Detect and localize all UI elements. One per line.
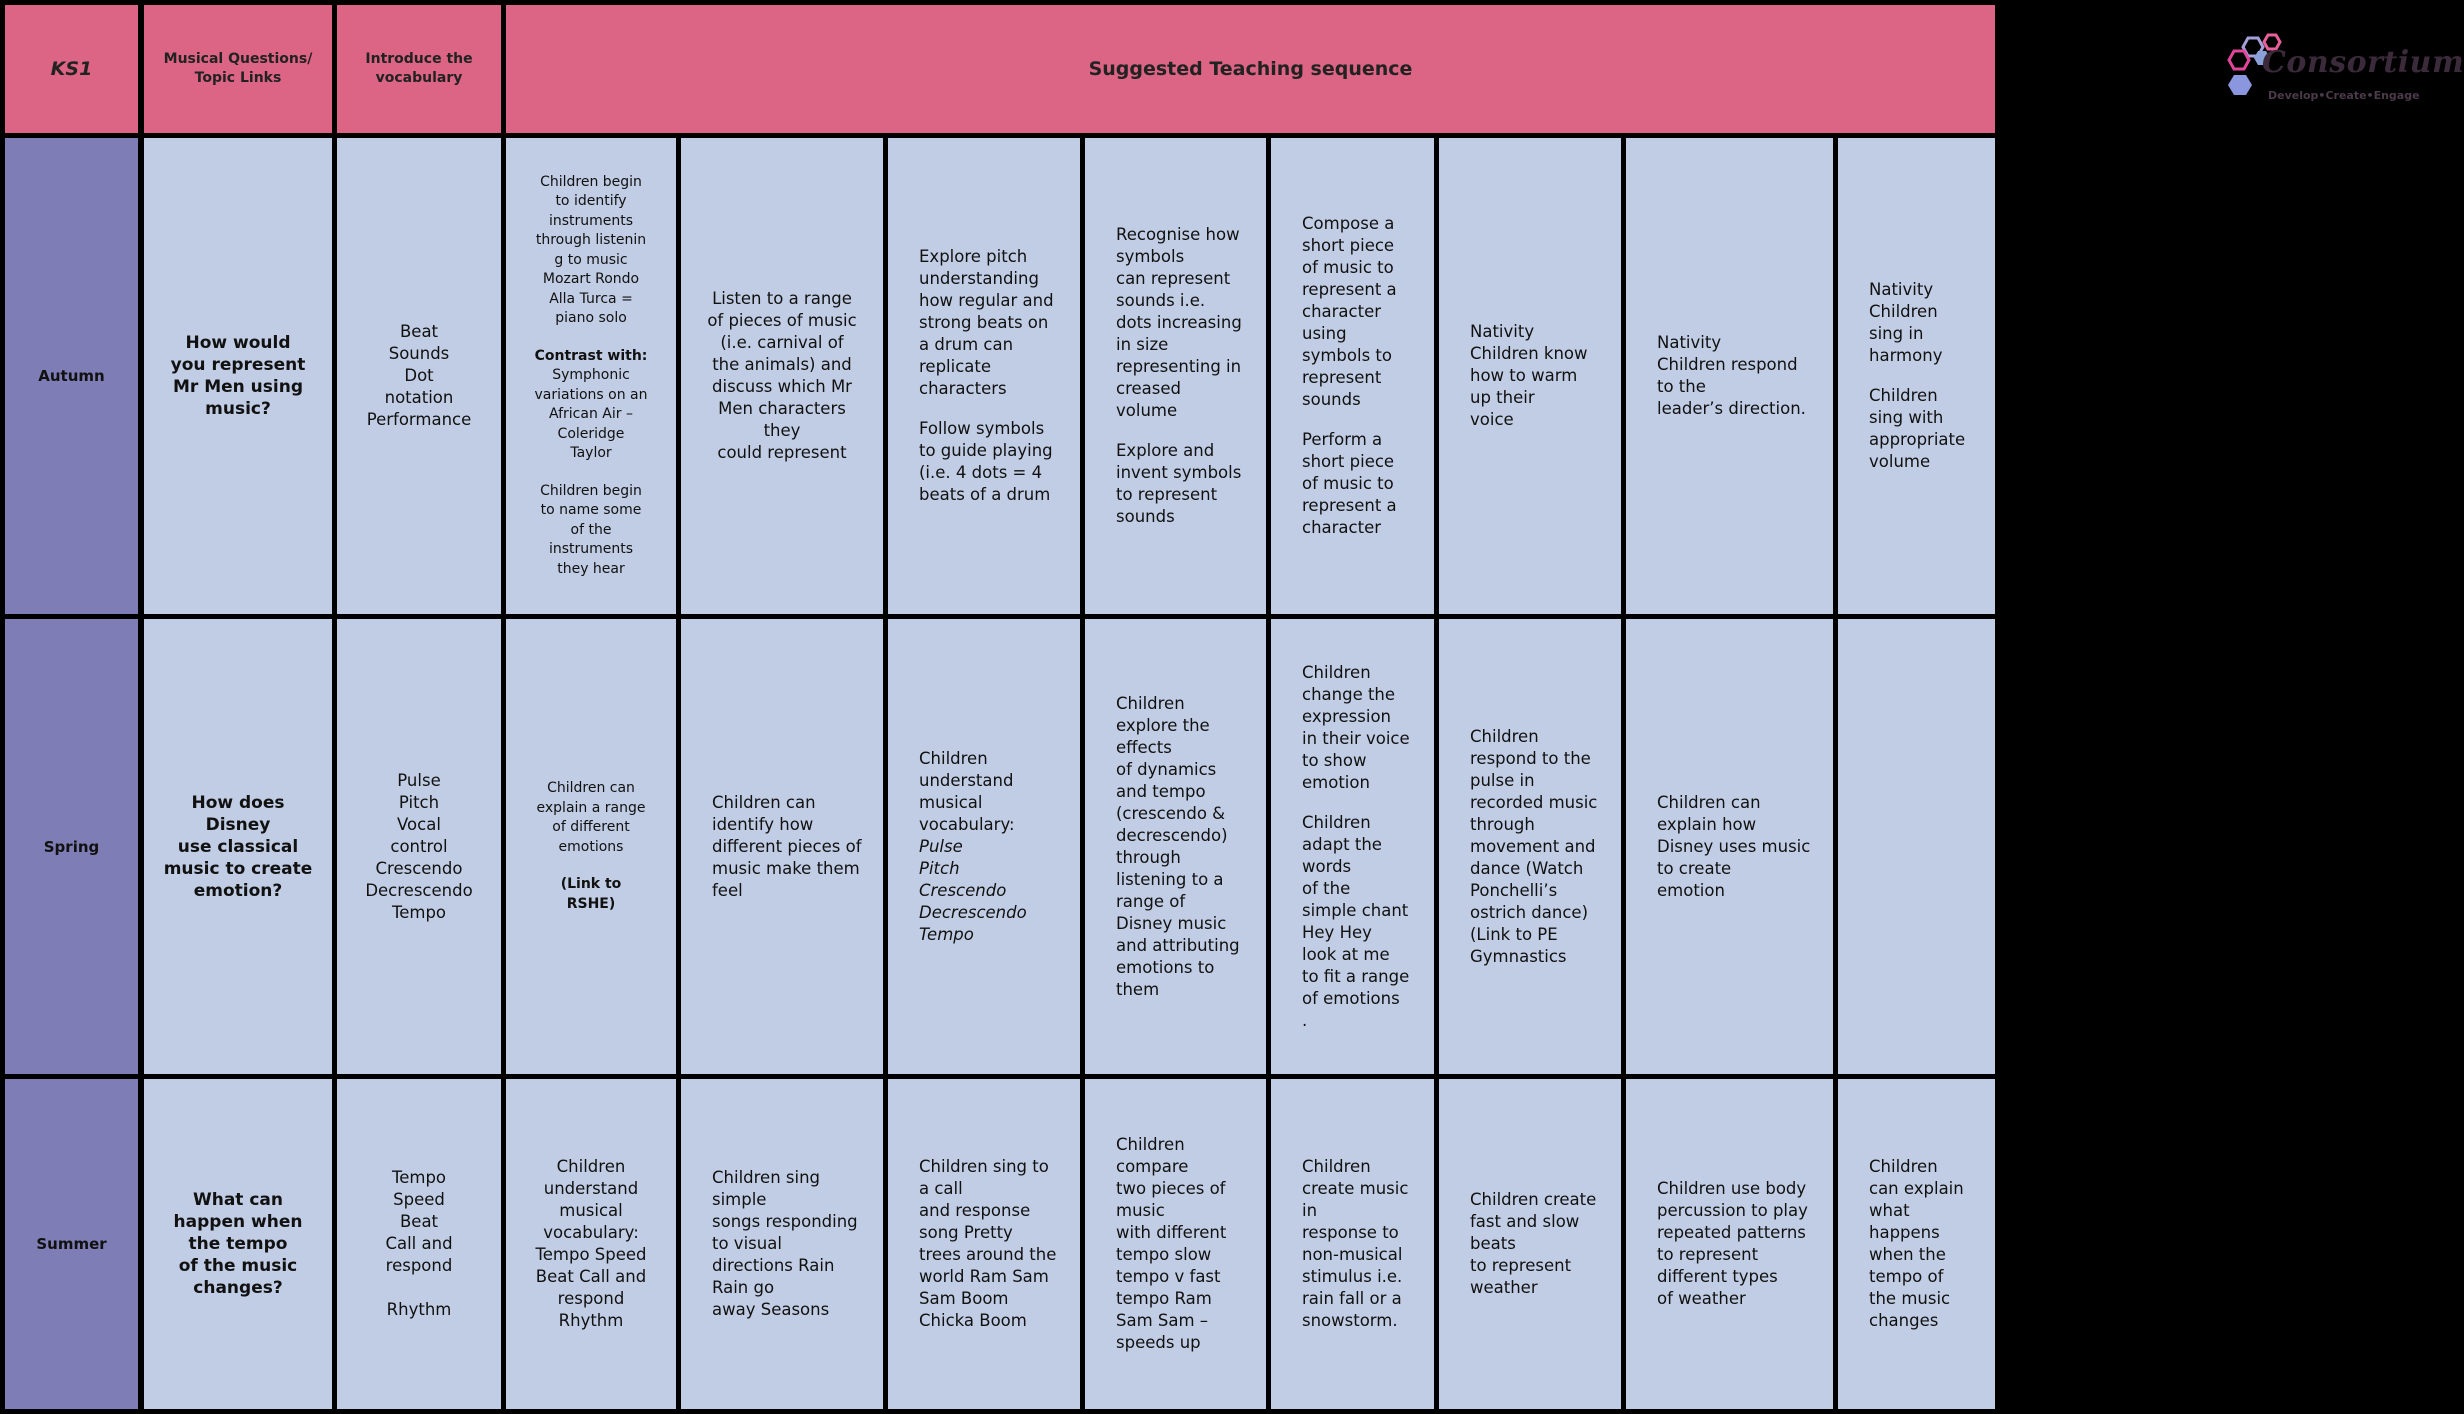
- consortium-logo: [2226, 33, 2464, 113]
- term-autumn: [5, 138, 138, 614]
- term-summer: [5, 1079, 138, 1409]
- seq6-summer: [1439, 1079, 1621, 1409]
- seq-text: Follow symbols to guide playing (i.e. 4 dots = 4 beats of a drum: [919, 419, 1053, 504]
- seq3-summer: [888, 1079, 1080, 1409]
- sequence-header: [506, 5, 2464, 133]
- seq-text: Children adapt the words of the simple chant Hey Hey look at me to fit a range of emotions .: [1302, 812, 1410, 1030]
- seq-text: Explore pitch understanding how regular and strong beats on a drum can replicate characters: [919, 247, 1054, 398]
- ks1-header: [5, 5, 138, 133]
- seq-text: Children sing simple songs responding to visual directions Rain Rain go away Seasons: [712, 1168, 858, 1319]
- seq-text: Listen to a range of pieces of music (i.e. carnival of the animals) and discuss which Mr Men characters they could represent: [707, 289, 857, 462]
- seq-text: Nativity Children know how to warm up their voice: [1470, 322, 1588, 429]
- seq-text: Children explore the effects of dynamics and tempo (crescendo & decrescendo) through listening to a range of Disney music and attributing emotions to them: [1116, 693, 1240, 999]
- seq2-summer: [681, 1079, 883, 1409]
- logo-tagline: Develop•Create•Engage: [2268, 89, 2420, 102]
- vocab-header: [337, 5, 501, 133]
- term-label: Autumn: [38, 367, 105, 385]
- seq-text: Children use body percussion to play repeated patterns to represent different types of weather: [1657, 1179, 1808, 1308]
- seq-text: Children understand musical vocabulary:: [919, 748, 1015, 834]
- question-text: How would you represent Mr Men using music?: [170, 333, 306, 419]
- seq1-spring: [506, 619, 676, 1074]
- vocab-terms: Pulse Pitch Crescendo Decrescendo Tempo: [919, 836, 1027, 944]
- seq6-spring: [1439, 619, 1621, 1074]
- ks1-label: KS1: [50, 58, 93, 80]
- seq5-summer: [1271, 1079, 1434, 1409]
- seq7-autumn: [1626, 138, 1833, 614]
- seq-text: Children create fast and slow beats to represent weather: [1470, 1190, 1597, 1297]
- questions-heading: Musical Questions/ Topic Links: [163, 51, 313, 86]
- term-label: Spring: [43, 837, 100, 856]
- seq2-spring: [681, 619, 883, 1074]
- seq-text: Recognise how symbols can represent sounds i.e. dots increasing in size representing in creased volume: [1116, 225, 1242, 420]
- seq1-autumn: [506, 138, 676, 614]
- seq4-autumn: [1085, 138, 1266, 614]
- link-text: (Link to RSHE): [560, 876, 622, 912]
- seq-text: Children sing to a call and response song Pretty trees around the world Ram Sam Sam Boom Chicka Boom: [919, 1157, 1057, 1330]
- vocab-heading: Introduce the vocabulary: [365, 51, 473, 86]
- seq8-spring: [1838, 619, 1995, 1074]
- seq-text: Nativity Children respond to the leader’s direction.: [1657, 333, 1806, 418]
- vocab-text: Beat Sounds Dot notation Performance: [366, 322, 472, 429]
- seq-text: Explore and invent symbols to represent sounds: [1116, 441, 1242, 526]
- seq4-summer: [1085, 1079, 1266, 1409]
- seq5-autumn: [1271, 138, 1434, 614]
- seq5-spring: [1271, 619, 1434, 1074]
- seq2-autumn: [681, 138, 883, 614]
- seq8-summer: [1838, 1079, 1995, 1409]
- seq-text: Children understand musical vocabulary: Tempo Speed Beat Call and respond Rhythm: [535, 1157, 647, 1330]
- seq4-spring: [1085, 619, 1266, 1074]
- question-text: How does Disney use classical music to create emotion?: [163, 792, 313, 901]
- seq-text: Children sing with appropriate volume: [1869, 386, 1966, 471]
- vocab-autumn: [337, 138, 501, 614]
- seq-text: Perform a short piece of music to represent a character: [1302, 430, 1397, 537]
- seq-text: Children change the expression in their voice to show emotion: [1302, 662, 1410, 792]
- seq3-autumn: [888, 138, 1080, 614]
- seq8-autumn: [1838, 138, 1995, 614]
- seq-text: Symphonic variations on an African Air – Coleridge Taylor: [534, 367, 648, 462]
- vocab-text: Tempo Speed Beat Call and respond Rhythm: [385, 1168, 453, 1319]
- seq-text: Children respond to the pulse in recorded music through movement and dance (Watch Ponchelli’s ostrich dance) (Link to PE Gymnastics: [1470, 726, 1598, 966]
- seq-text: Children can explain what happens when the tempo of the music changes: [1869, 1157, 1964, 1330]
- term-label: Summer: [36, 1235, 107, 1253]
- seq-text: Children begin to name some of the instruments they hear: [540, 482, 642, 577]
- seq7-summer: [1626, 1079, 1833, 1409]
- logo-name: Consortium: [2262, 45, 2464, 80]
- question-autumn: [144, 138, 332, 614]
- seq3-spring: [888, 619, 1080, 1074]
- seq-text: Children can explain how Disney uses music to create emotion: [1657, 792, 1811, 900]
- seq-text: Children begin to identify instruments through listenin g to music Mozart Rondo Alla Turca = piano solo: [535, 173, 647, 327]
- seq1-summer: [506, 1079, 676, 1409]
- contrast-label: Contrast with:: [534, 347, 648, 364]
- seq-text: Nativity Children sing in harmony: [1869, 280, 1943, 365]
- seq-text: Compose a short piece of music to represent a character using symbols to represent sounds: [1302, 214, 1397, 409]
- seq7-spring: [1626, 619, 1833, 1074]
- question-summer: [144, 1079, 332, 1409]
- seq-text: Children create music in response to non-musical stimulus i.e. rain fall or a snowstorm.: [1302, 1157, 1409, 1330]
- vocab-text: Pulse Pitch Vocal control Crescendo Decrescendo Tempo: [365, 770, 473, 922]
- questions-header: [144, 5, 332, 133]
- question-text: What can happen when the tempo of the music changes?: [173, 1190, 303, 1298]
- term-spring: [5, 619, 138, 1074]
- question-spring: [144, 619, 332, 1074]
- seq-text: Children compare two pieces of music with different tempo slow tempo v fast tempo Ram Sam Sam – speeds up: [1116, 1135, 1227, 1352]
- vocab-spring: [337, 619, 501, 1074]
- seq-text: Children can identify how different pieces of music make them feel: [712, 792, 862, 900]
- vocab-summer: [337, 1079, 501, 1409]
- seq-text: Children can explain a range of different emotions: [536, 780, 646, 855]
- sequence-heading: Suggested Teaching sequence: [1088, 58, 1413, 80]
- seq6-autumn: [1439, 138, 1621, 614]
